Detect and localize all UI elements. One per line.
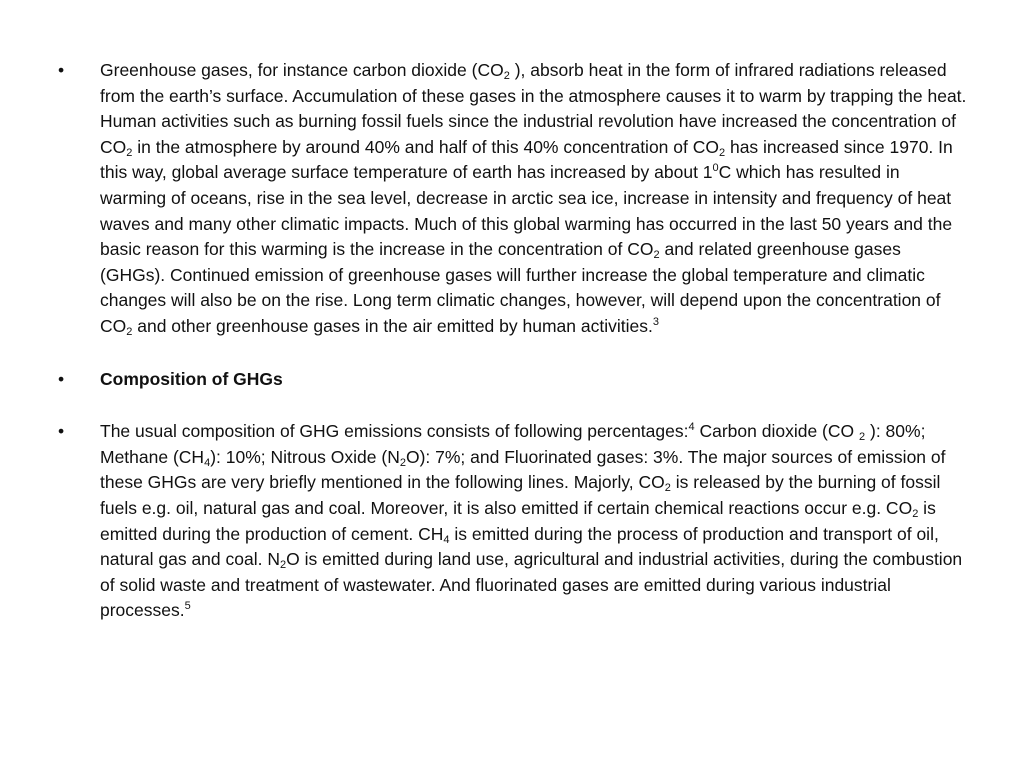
subscript: 2 [718, 146, 726, 159]
superscript: 0 [712, 162, 719, 175]
text-run: is released by the burning of fossil fuels e.g. oil, natural gas and coal. Moreover, it is also emitted if certain chemical reactions occur e.g. CO [100, 472, 941, 518]
text-run: is emitted during the production of cement. CH [100, 497, 936, 544]
text-run: Greenhouse gases, for instance carbon dioxide (CO [100, 60, 504, 80]
subscript: 2 [126, 146, 133, 159]
superscript: 4 [688, 421, 695, 434]
superscript: 5 [184, 600, 191, 613]
text-run: O): 7%; and Fluorinated gases: 3%. The major sources of emission of these GHGs are very briefly mentioned in the following lines. Majorly, CO [100, 446, 946, 493]
text-run: in the atmosphere by around 40% and half of this 40% concentration of CO [132, 136, 719, 157]
section-heading [100, 367, 968, 393]
text-run: has increased since 1970. In this way, global average surface temperature of earth has increased by about 1 [100, 136, 953, 183]
text-run: O is emitted during land use, agricultural and industrial activities, during the combustion of solid waste and treatment of wastewater. And fluorinated gases are emitted during various industrial processes. [100, 549, 963, 621]
superscript: 3 [652, 315, 659, 328]
subscript: 4 [443, 533, 450, 546]
text-run: ): 80%; Methane (CH [100, 421, 926, 467]
subscript: 2 [279, 559, 287, 572]
subscript: 4 [204, 456, 211, 469]
bullet-point-icon: • [58, 60, 65, 80]
bullet-point-icon: • [58, 368, 65, 389]
subscript: 2 [912, 507, 919, 520]
subscript: 2 [664, 482, 671, 495]
text-run: and related greenhouse gases (GHGs). Continued emission of greenhouse gases will further increase the global temperature and climatic changes will also be on the rise. Long term climatic changes, however, will depend upon the concentration of CO [100, 239, 941, 336]
text-run: The usual composition of GHG emissions consists of following percentages: [100, 421, 689, 442]
bullet-item [58, 419, 968, 624]
subscript: 2 [503, 70, 510, 82]
bullet-item [58, 58, 968, 340]
subscript: 2 [399, 456, 406, 469]
text-run: Composition of GHGs [100, 368, 283, 389]
subscript: 2 [126, 325, 133, 338]
subscript: 2 [653, 249, 660, 262]
text-run: ), absorb heat in the form of infrared radiations released from the earth’s surface. Accumulation of these gases in the atmosphere causes it to warm by trapping the heat. Human activities such as burning fossil fuels since the industrial revolution have increased the concentration of CO [100, 60, 967, 157]
text-run: is emitted during the process of production and transport of oil, natural gas and coal. N [100, 523, 939, 570]
bullet-list [58, 58, 968, 651]
text-run: C which has resulted in warming of oceans, rise in the sea level, decrease in arctic sea ice, increase in intensity and frequency of heat waves and many other climatic impacts. Much of this global warming has occurred in the last 50 years and the basic reason for this warming is the increase in the concentration of CO [100, 162, 953, 260]
text-run: ): 10%; Nitrous Oxide (N [210, 446, 400, 467]
text-run: Carbon dioxide (CO [694, 421, 859, 442]
subscript: 2 [859, 431, 866, 444]
bullet-point-icon: • [58, 421, 65, 442]
bullet-item-heading [58, 367, 968, 393]
bullet-text [100, 58, 968, 340]
text-run: and other greenhouse gases in the air emitted by human activities. [132, 315, 653, 336]
bullet-text [100, 419, 968, 624]
